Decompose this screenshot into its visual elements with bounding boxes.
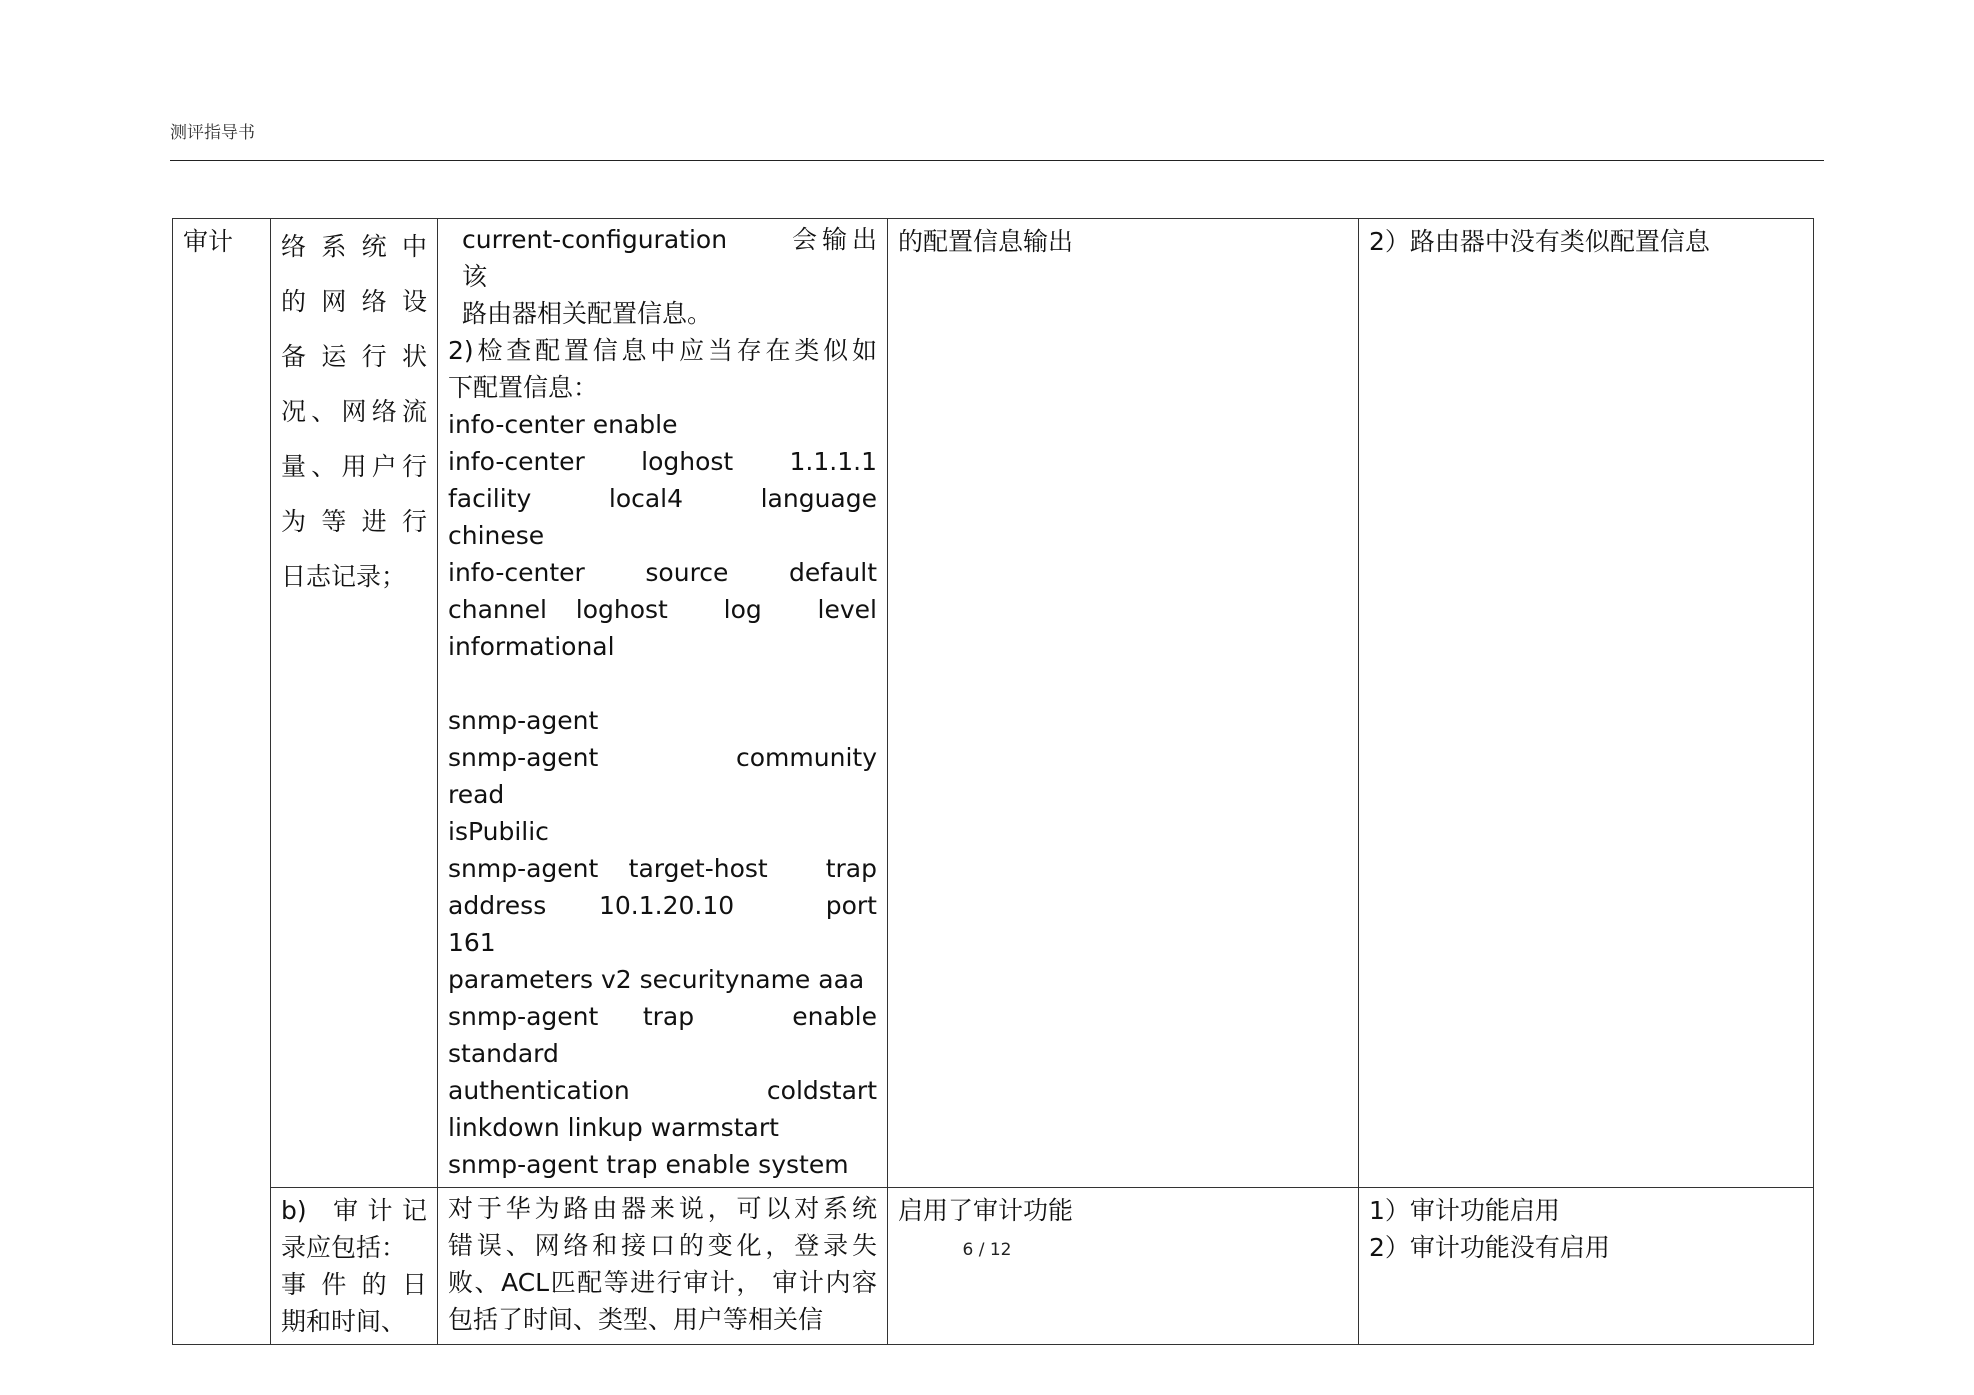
- requirement-line: b) 审 计 记: [281, 1196, 427, 1225]
- blank-gap: [448, 665, 877, 702]
- result-line: 2）审计功能没有启用: [1369, 1233, 1610, 1262]
- method-line: 错误、网络和接口的变化，登录失: [448, 1231, 877, 1260]
- requirement-cell: [271, 219, 438, 1188]
- config-line: chinese: [448, 521, 545, 550]
- evaluation-table: [172, 218, 1814, 1345]
- method-line: 包括了时间、类型、用户等相关信: [448, 1305, 824, 1334]
- config-line: informational: [448, 632, 615, 661]
- method-line: current-configuration 会输出该: [462, 225, 877, 291]
- requirement-line: 的 网 络 设: [281, 287, 427, 316]
- page-number: 6 / 12: [962, 1240, 1012, 1260]
- config-line: info-center source default: [448, 558, 877, 587]
- method-cell: [438, 219, 928, 1188]
- config-line: info-center loghost 1.1.1.1: [448, 447, 877, 476]
- method-line: 对于华为路由器来说，可以对系统: [448, 1194, 877, 1223]
- config-line: snmp-agent trap enable standard: [448, 1002, 903, 1068]
- method-line: 路由器相关配置信息。: [462, 299, 713, 328]
- requirement-text: [271, 219, 437, 608]
- result-cell: [1359, 1188, 1814, 1345]
- config-line: snmp-agent: [448, 706, 599, 735]
- result-line: 1）审计功能启用: [1369, 1196, 1560, 1225]
- header-rule: [170, 160, 1824, 161]
- header-title: 测评指导书: [170, 123, 255, 143]
- method-line: 2)检查配置信息中应当存在类似如: [448, 336, 877, 365]
- requirement-line: 事 件 的 日: [281, 1270, 427, 1299]
- category-label: 审计: [183, 227, 234, 256]
- config-line: snmp-agent community read: [448, 743, 928, 809]
- config-line: channel loghost log level: [448, 595, 877, 624]
- config-line: linkdown linkup warmstart: [448, 1113, 779, 1142]
- requirement-line: 期和时间、: [281, 1307, 407, 1336]
- config-line: facility local4 language: [448, 484, 877, 513]
- requirement-line: 为 等 进 行: [281, 507, 427, 536]
- requirement-line: 备 运 行 状: [281, 342, 427, 371]
- requirement-text: [271, 1188, 437, 1344]
- requirement-cell: [271, 1188, 438, 1345]
- result-cell: [1359, 219, 1814, 1188]
- table-row: [173, 219, 1814, 1188]
- expected-cell: [888, 219, 1359, 1188]
- config-line: address 10.1.20.10 port 161: [448, 891, 903, 957]
- config-line: info-center enable: [448, 410, 678, 439]
- requirement-line: 录应包括：: [281, 1233, 407, 1262]
- config-line: parameters v2 securityname aaa: [448, 965, 865, 994]
- category-cell: [173, 219, 271, 1345]
- method-text: [438, 219, 928, 1187]
- config-line: snmp-agent target-host trap: [448, 854, 877, 883]
- method-line: 败、ACL匹配等进行审计， 审计内容: [448, 1268, 877, 1297]
- requirement-line: 日志记录；: [281, 562, 407, 591]
- method-line: 下配置信息：: [448, 373, 599, 402]
- result-text: 2）路由器中没有类似配置信息: [1369, 227, 1710, 256]
- requirement-line: 络 系 统 中: [281, 232, 427, 261]
- expected-cell: [888, 1188, 1359, 1345]
- config-line: authentication coldstart: [448, 1076, 877, 1105]
- expected-text: 的配置信息输出: [898, 227, 1074, 256]
- config-line: isPubilic: [448, 817, 549, 846]
- method-text: [438, 1188, 887, 1342]
- table-row: [173, 1188, 1814, 1345]
- requirement-line: 量、用户行: [281, 452, 427, 481]
- config-line: snmp-agent trap enable system: [448, 1150, 849, 1179]
- method-cell: [438, 1188, 888, 1345]
- requirement-line: 况、网络流: [281, 397, 427, 426]
- expected-text: 启用了审计功能: [898, 1196, 1074, 1225]
